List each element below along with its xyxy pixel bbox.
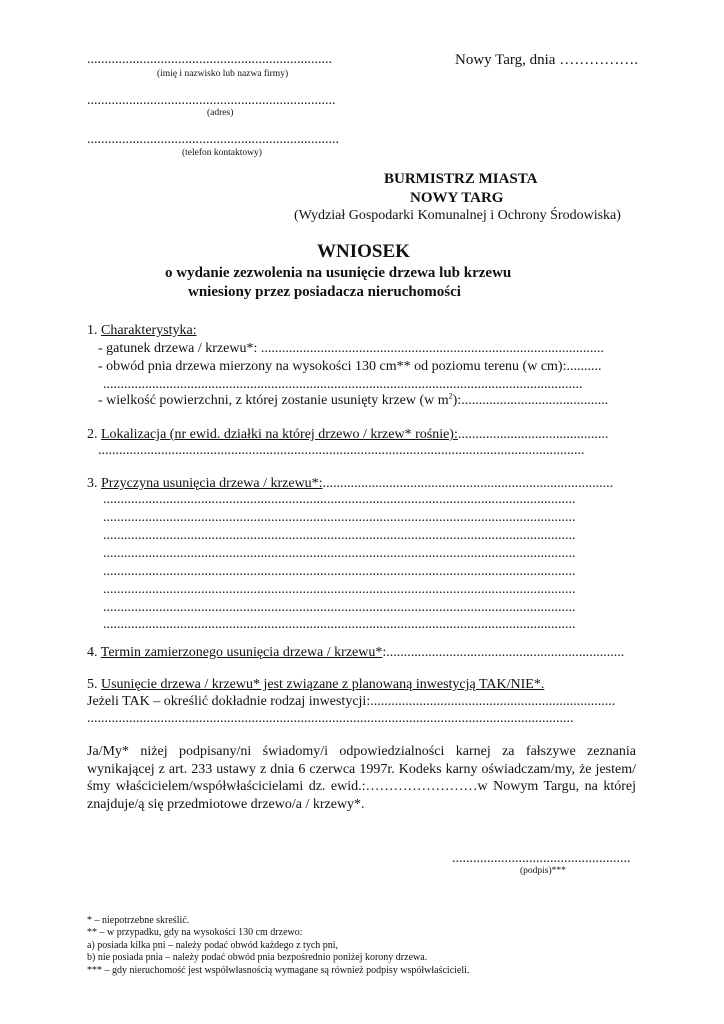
section3-heading-dots: ................................................................................... bbox=[322, 476, 614, 491]
sender-phone-caption: (telefon kontaktowy) bbox=[182, 148, 262, 158]
section3-heading[interactable] bbox=[87, 476, 613, 492]
investment-type-field[interactable]: Jeżeli TAK – określić dokładnie rodzaj inwestycji:...................................................................... bbox=[87, 694, 616, 709]
sender-address-caption: (adres) bbox=[207, 108, 234, 118]
sender-phone-dots[interactable]: ........................................................................ bbox=[87, 132, 339, 147]
addressee-line1: BURMISTRZ MIASTA bbox=[384, 171, 538, 187]
circumference-field[interactable]: - obwód pnia drzewa mierzony na wysokości 130 cm** od poziomu terenu (w cm):.......... bbox=[98, 359, 602, 374]
section2-number: 2. bbox=[87, 427, 101, 442]
section1-heading bbox=[87, 323, 197, 339]
investment-continuation-field[interactable]: ........................................................................................................................................... bbox=[87, 711, 574, 726]
reason-line[interactable]: ....................................................................................................................................... bbox=[103, 582, 576, 597]
document-subtitle-2: wniesiony przez posiadacza nieruchomości bbox=[188, 284, 461, 300]
reason-line[interactable]: ....................................................................................................................................... bbox=[103, 564, 576, 579]
section4-number: 4. bbox=[87, 645, 101, 660]
circumference-continuation-field[interactable]: ......................................................................................................................................... bbox=[103, 377, 583, 392]
declaration-paragraph: Ja/My* niżej podpisany/ni świadomy/i odpowiedzialności karnej za fałszywe zeznania wynikającej z art. 233 ustawy z dnia 6 czerwca 1997r. Kodeks karny oświadczam/my, że jestem/śmy właścicielem/współwłaścicielami dz. ewid.:……………………w Nowym Targu, na której znajduje/ą się przedmiotowe drzewo/a / krzewy*. bbox=[87, 744, 636, 812]
location-field[interactable]: ........................................................................................................................................... bbox=[98, 443, 585, 458]
sender-name-dots[interactable]: ...................................................................... bbox=[87, 52, 332, 67]
section5-title: Usunięcie drzewa / krzewu* jest związane z planowaną inwestycją TAK/NIE*. bbox=[101, 677, 545, 692]
reason-line[interactable]: ....................................................................................................................................... bbox=[103, 617, 576, 632]
section1-number: 1. bbox=[87, 323, 101, 338]
signature-dots[interactable]: ................................................... bbox=[452, 851, 631, 866]
shrub-area-label: - wielkość powierzchni, z której zostanie usunięty krzew (w m bbox=[98, 393, 449, 408]
document-title: WNIOSEK bbox=[317, 241, 410, 262]
section4-heading[interactable] bbox=[87, 645, 624, 661]
section5-number: 5. bbox=[87, 677, 101, 692]
footnote: ** – w przypadku, gdy na wysokości 130 cm drzewo: bbox=[87, 927, 303, 938]
footnote: a) posiada kilka pni – należy podać obwód każdego z tych pni, bbox=[87, 940, 339, 951]
section2-heading[interactable] bbox=[87, 427, 608, 443]
addressee-line3: (Wydział Gospodarki Komunalnej i Ochrony Środowiska) bbox=[294, 208, 621, 223]
addressee-line2: NOWY TARG bbox=[410, 190, 504, 206]
sender-address-dots[interactable]: ....................................................................... bbox=[87, 93, 336, 108]
section3-number: 3. bbox=[87, 476, 101, 491]
reason-line[interactable]: ....................................................................................................................................... bbox=[103, 600, 576, 615]
section1-title: Charakterystyka: bbox=[101, 323, 197, 338]
section4-heading-dots: :.................................................................... bbox=[382, 645, 625, 660]
section3-title: Przyczyna usunięcia drzewa / krzewu*: bbox=[101, 476, 323, 491]
reason-line[interactable]: ....................................................................................................................................... bbox=[103, 528, 576, 543]
reason-line[interactable]: ....................................................................................................................................... bbox=[103, 546, 576, 561]
footnote: * – niepotrzebne skreślić. bbox=[87, 915, 190, 926]
shrub-area-field[interactable] bbox=[98, 393, 608, 409]
section4-title: Termin zamierzonego usunięcia drzewa / krzewu* bbox=[100, 645, 383, 660]
species-field[interactable]: - gatunek drzewa / krzewu*: .................................................................................................. bbox=[98, 341, 604, 356]
place-date[interactable]: Nowy Targ, dnia ……………. bbox=[455, 52, 638, 68]
signature-caption: (podpis)*** bbox=[520, 866, 566, 876]
document-subtitle-1: o wydanie zezwolenia na usunięcie drzewa lub krzewu bbox=[165, 265, 512, 281]
shrub-area-dots: ):.......................................... bbox=[452, 393, 609, 408]
reason-line[interactable]: ....................................................................................................................................... bbox=[103, 492, 576, 507]
section5-heading bbox=[87, 677, 544, 693]
shrub-area-unit-superscript: 2 bbox=[448, 391, 453, 401]
sender-name-caption: (imię i nazwisko lub nazwa firmy) bbox=[157, 69, 289, 79]
reason-line[interactable]: ....................................................................................................................................... bbox=[103, 510, 576, 525]
footnote: *** – gdy nieruchomość jest współwłasnością wymagane są również podpisy współwłaścicieli. bbox=[87, 965, 470, 976]
section2-title: Lokalizacja (nr ewid. działki na której drzewo / krzew* rośnie): bbox=[101, 427, 458, 442]
footnote: b) nie posiada pnia – należy podać obwód pnia bezpośrednio poniżej korony drzewa. bbox=[87, 952, 428, 963]
section2-heading-dots: ........................................... bbox=[457, 427, 609, 442]
